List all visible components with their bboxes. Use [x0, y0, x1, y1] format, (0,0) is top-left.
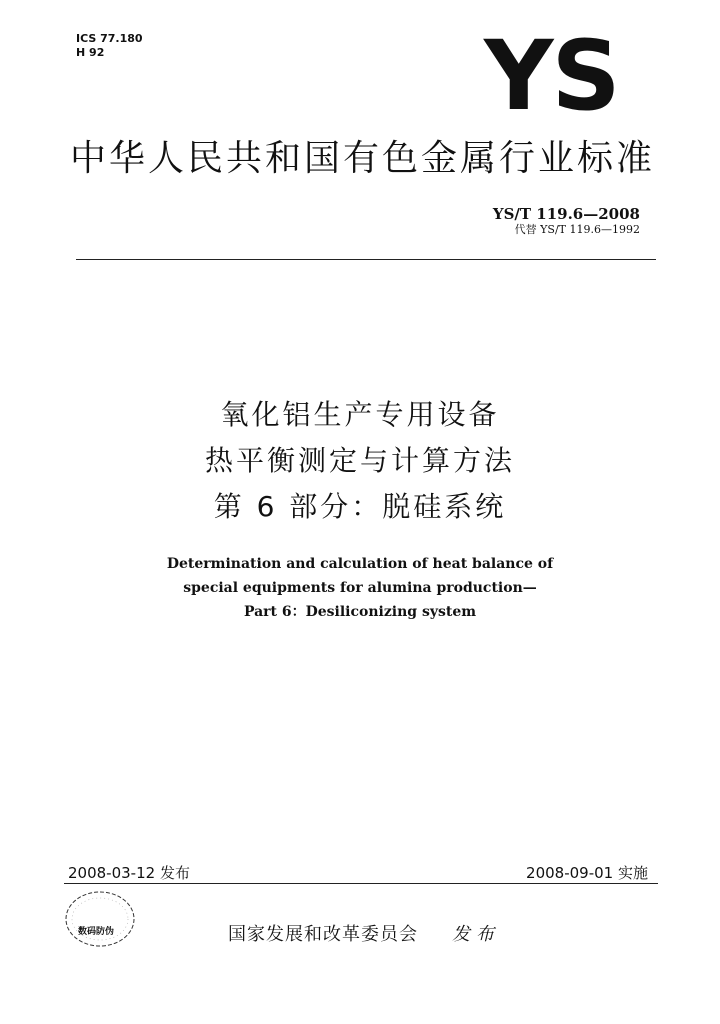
- standard-number: YS/T 119.6—2008: [492, 205, 640, 223]
- publish-word: 发布: [452, 924, 500, 945]
- standard-number-block: [493, 205, 640, 237]
- english-title-line2: special equipments for alumina production—: [183, 580, 537, 596]
- ics-block: [76, 32, 143, 60]
- chinese-title-line3: 第 6 部分：脱硅系统: [213, 490, 507, 523]
- standard-title: 中华人民共和国有色金属行业标准: [70, 138, 656, 179]
- header-divider: [76, 259, 656, 260]
- ys-logo: YS: [484, 20, 619, 132]
- footer-divider: [64, 883, 658, 884]
- classification-code: H 92: [76, 46, 105, 59]
- ics-code: ICS 77.180: [76, 32, 143, 45]
- anti-counterfeit-seal-icon: [62, 888, 138, 950]
- english-title-line3: Part 6：Desiliconizing system: [243, 604, 477, 620]
- publisher: 国家发展和改革委员会: [228, 924, 418, 945]
- replaces-note: 代替 YS/T 119.6—1992: [514, 223, 640, 236]
- chinese-title: [0, 392, 720, 530]
- english-title-line1: Determination and calculation of heat balance of: [166, 556, 554, 572]
- chinese-title-line1: 氧化铝生产专用设备: [220, 398, 500, 431]
- issue-date: 2008-03-12 发布: [68, 864, 190, 882]
- chinese-title-line2: 热平衡测定与计算方法: [204, 444, 515, 477]
- seal-label: 数码防伪: [78, 927, 115, 937]
- english-title: [0, 552, 720, 624]
- implementation-date: 2008-09-01 实施: [526, 864, 648, 882]
